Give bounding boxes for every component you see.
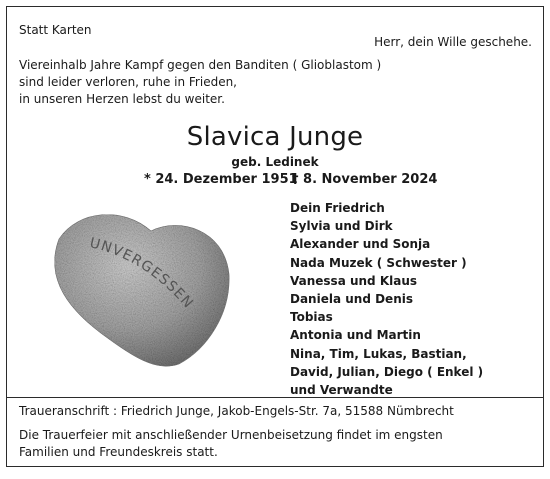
obituary-notice (6, 6, 544, 467)
mourner-line: Vanessa und Klaus (290, 273, 418, 288)
verse-line: sind leider verloren, ruhe in Frieden, (19, 75, 237, 89)
condolence-address: Traueranschrift : Friedrich Junge, Jakob-Engels-Str. 7a, 51588 Nümbrecht (19, 404, 454, 418)
mourner-line: und Verwandte (290, 382, 393, 397)
verse-line: in unseren Herzen lebst du weiter. (19, 92, 225, 106)
deceased-name: Slavica Junge (186, 122, 364, 152)
heart-stone-icon (39, 199, 234, 369)
footer-divider (7, 397, 543, 398)
statt-karten-label: Statt Karten (19, 23, 92, 37)
birth-name: geb. Ledinek (231, 155, 319, 169)
mourner-line: Nada Muzek ( Schwester ) (290, 255, 467, 270)
funeral-service-note: Die Trauerfeier mit anschließender Urnenbeisetzung findet im engsten Familien und Freundeskreis statt. (19, 428, 443, 459)
heart-shape (55, 215, 230, 367)
mourner-line: Antonia und Martin (290, 328, 421, 343)
mourners-list (290, 199, 483, 399)
mourner-line: Tobias (290, 310, 333, 325)
motto-text: Herr, dein Wille geschehe. (374, 35, 532, 49)
mourner-line: Sylvia und Dirk (290, 219, 393, 234)
mourner-line: Dein Friedrich (290, 201, 385, 215)
mourner-line: Nina, Tim, Lukas, Bastian, (290, 346, 467, 361)
mourner-line: Daniela und Denis (290, 291, 413, 306)
verse-line: Viereinhalb Jahre Kampf gegen den Banditen ( Glioblastom ) (19, 58, 382, 72)
mourner-line: Alexander und Sonja (290, 237, 431, 252)
birth-date: * 24. Dezember 1951 (144, 172, 298, 187)
verse-block (19, 57, 381, 108)
death-date: † 8. November 2024 (292, 172, 438, 187)
heart-engraving: UNVERGESSEN (88, 235, 197, 313)
mourner-line: David, Julian, Diego ( Enkel ) (290, 364, 484, 379)
